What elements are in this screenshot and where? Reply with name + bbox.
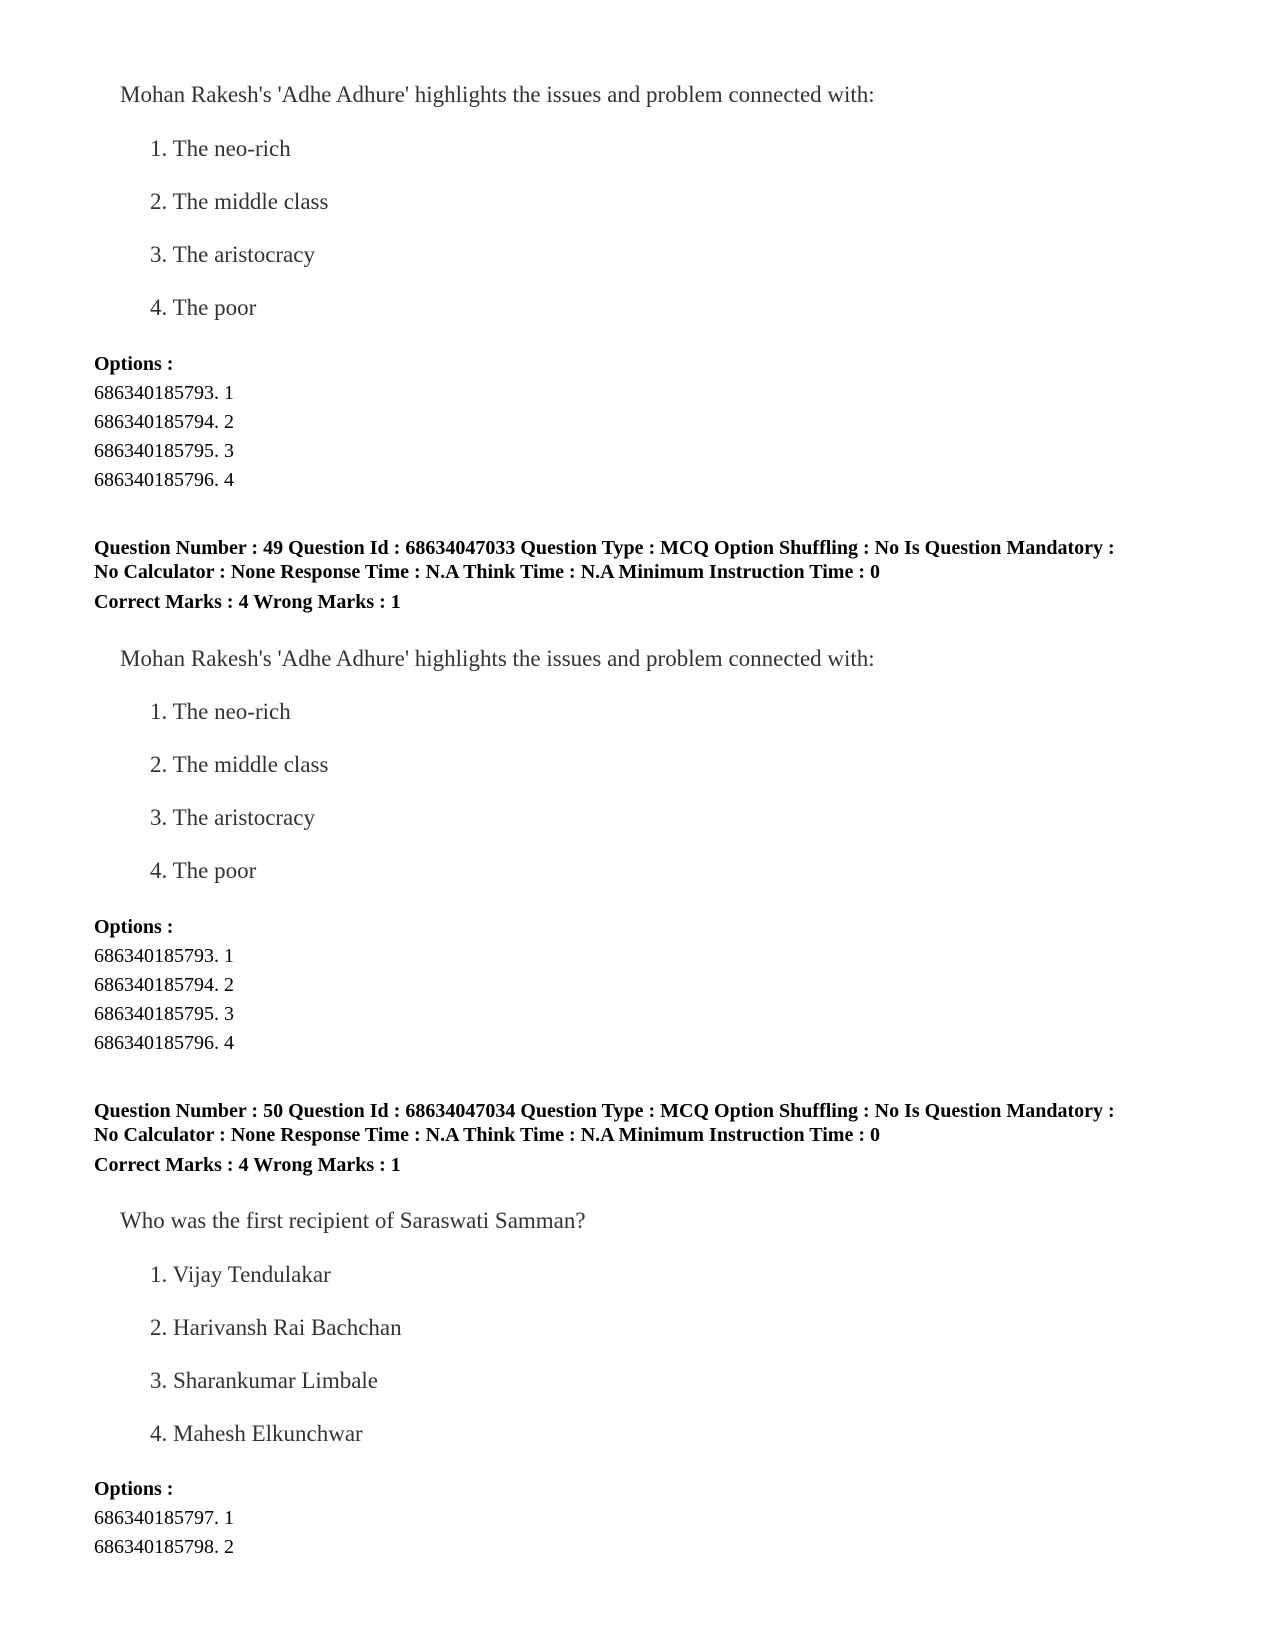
choice-item: 3. Sharankumar Limbale	[150, 1368, 379, 1393]
choice-item: 2. Harivansh Rai Bachchan	[150, 1315, 402, 1340]
option-item: 686340185793. 1	[94, 945, 234, 967]
option-item: 686340185794. 2	[94, 411, 234, 433]
question-meta-line: Question Number : 49 Question Id : 68634047033 Question Type : MCQ Option Shuffling : No Is Question Mandatory :	[94, 537, 1115, 559]
choice-item: 2. The middle class	[150, 752, 329, 777]
choice-item: 1. The neo-rich	[150, 699, 291, 724]
choice-item: 4. The poor	[150, 858, 257, 883]
options-heading: Options :	[94, 916, 174, 938]
option-item: 686340185796. 4	[94, 469, 234, 491]
question-text: Who was the first recipient of Saraswati Samman?	[120, 1208, 586, 1233]
option-item: 686340185795. 3	[94, 1003, 234, 1025]
option-item: 686340185795. 3	[94, 440, 234, 462]
choice-item: 2. The middle class	[150, 189, 329, 214]
choice-item: 3. The aristocracy	[150, 805, 315, 830]
options-heading: Options :	[94, 1478, 174, 1500]
choice-item: 3. The aristocracy	[150, 242, 315, 267]
choice-item: 4. Mahesh Elkunchwar	[150, 1421, 363, 1446]
question-text: Mohan Rakesh's 'Adhe Adhure' highlights the issues and problem connected with:	[120, 646, 875, 671]
question-text: Mohan Rakesh's 'Adhe Adhure' highlights the issues and problem connected with:	[120, 82, 875, 107]
choice-item: 1. Vijay Tendulakar	[150, 1262, 331, 1287]
option-item: 686340185793. 1	[94, 382, 234, 404]
option-item: 686340185797. 1	[94, 1507, 234, 1529]
choice-item: 1. The neo-rich	[150, 136, 291, 161]
marks-line: Correct Marks : 4 Wrong Marks : 1	[94, 591, 401, 613]
choice-item: 4. The poor	[150, 295, 257, 320]
option-item: 686340185798. 2	[94, 1536, 234, 1558]
question-meta-line: Question Number : 50 Question Id : 68634047034 Question Type : MCQ Option Shuffling : No Is Question Mandatory :	[94, 1100, 1115, 1122]
question-meta-line: No Calculator : None Response Time : N.A Think Time : N.A Minimum Instruction Time : 0	[94, 561, 880, 583]
question-meta-line: No Calculator : None Response Time : N.A Think Time : N.A Minimum Instruction Time : 0	[94, 1124, 880, 1146]
option-item: 686340185794. 2	[94, 974, 234, 996]
options-heading: Options :	[94, 353, 174, 375]
option-item: 686340185796. 4	[94, 1032, 234, 1054]
marks-line: Correct Marks : 4 Wrong Marks : 1	[94, 1154, 401, 1176]
